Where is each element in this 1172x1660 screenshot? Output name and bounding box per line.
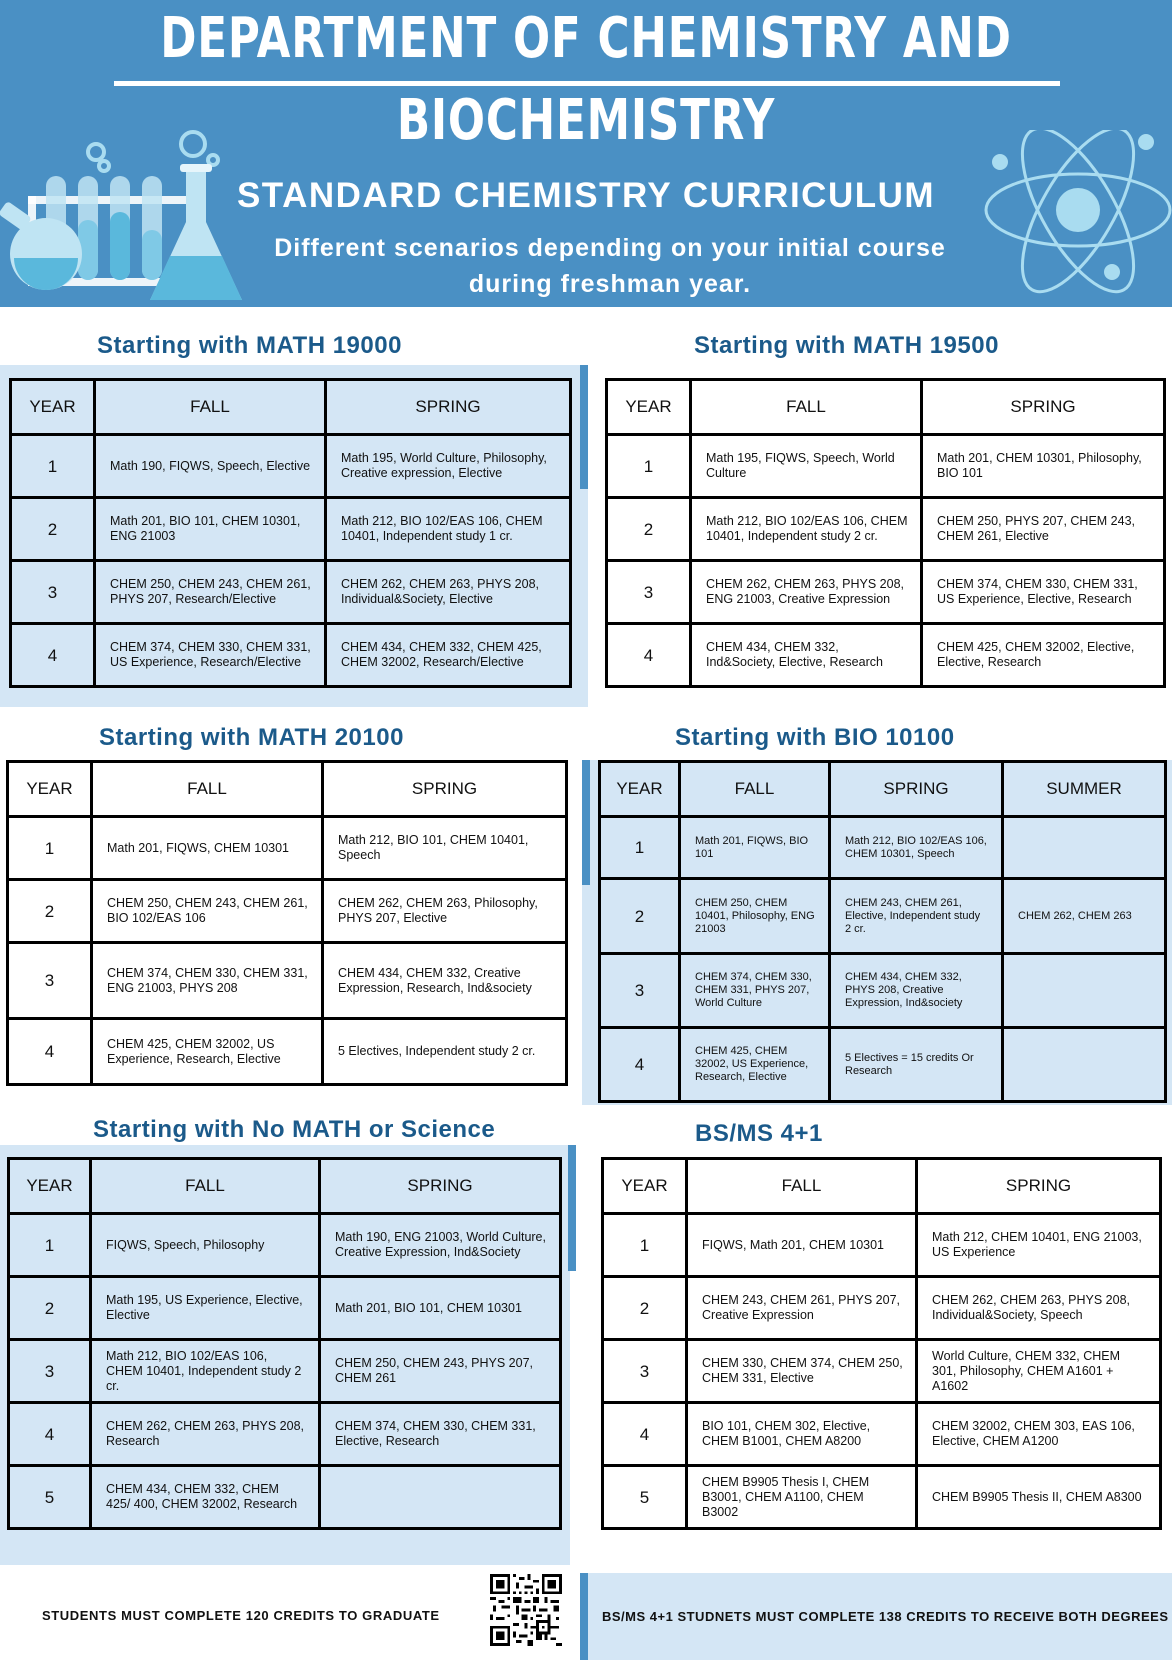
fall-cell: BIO 101, CHEM 302, Elective, CHEM B1001, CHEM A8200	[687, 1403, 917, 1466]
year-cell: 3	[9, 1340, 91, 1403]
section-title-math-19000: Starting with MATH 19000	[97, 332, 402, 359]
section-title-no-math: Starting with No MATH or Science	[93, 1116, 496, 1143]
page-subtitle: STANDARD CHEMISTRY CURRICULUM	[236, 176, 936, 215]
spring-cell: CHEM 374, CHEM 330, CHEM 331, Elective, Research	[320, 1403, 561, 1466]
fall-cell: CHEM 374, CHEM 330, CHEM 331, PHYS 207, World Culture	[680, 954, 830, 1028]
year-cell: 5	[603, 1466, 687, 1529]
section-title-bio-10100: Starting with BIO 10100	[675, 724, 955, 751]
fall-cell: CHEM 262, CHEM 263, PHYS 208, Research	[91, 1403, 320, 1466]
year-cell: 4	[8, 1019, 92, 1085]
spring-cell: 5 Electives = 15 credits Or Research	[830, 1028, 1003, 1102]
lab-glassware-icon	[0, 130, 260, 307]
year-cell: 1	[603, 1214, 687, 1277]
fall-cell: CHEM 434, CHEM 332, Ind&Society, Elective, Research	[691, 624, 922, 687]
table-row	[11, 498, 571, 561]
fall-cell: CHEM 374, CHEM 330, CHEM 331, ENG 21003, PHYS 208	[92, 943, 323, 1019]
section-title-math-20100: Starting with MATH 20100	[99, 724, 404, 751]
summer-cell	[1003, 1028, 1166, 1102]
column-header: SPRING	[326, 380, 571, 435]
table-row	[603, 1340, 1161, 1403]
table-row	[9, 1277, 561, 1340]
table-row	[600, 954, 1166, 1028]
fall-cell: Math 201, BIO 101, CHEM 10301, ENG 21003	[95, 498, 326, 561]
table-row	[603, 1214, 1161, 1277]
footer-accent-bar	[580, 1573, 588, 1660]
summer-cell	[1003, 954, 1166, 1028]
spring-cell: CHEM B9905 Thesis II, CHEM A8300	[917, 1466, 1161, 1529]
column-header: SPRING	[830, 762, 1003, 817]
year-cell: 5	[9, 1466, 91, 1529]
spring-cell: CHEM 243, CHEM 261, Elective, Independent study 2 cr.	[830, 879, 1003, 954]
year-cell: 4	[603, 1403, 687, 1466]
column-header: SPRING	[917, 1159, 1161, 1214]
spring-cell: CHEM 425, CHEM 32002, Elective, Elective, Research	[922, 624, 1165, 687]
year-cell: 3	[603, 1340, 687, 1403]
year-cell: 4	[607, 624, 691, 687]
fall-cell: CHEM 243, CHEM 261, PHYS 207, Creative Expression	[687, 1277, 917, 1340]
year-cell: 1	[607, 435, 691, 498]
page-title-line2: BIOCHEMISTRY	[396, 88, 776, 153]
table-row	[8, 817, 567, 880]
column-header: FALL	[92, 762, 323, 817]
spring-cell: CHEM 262, CHEM 263, PHYS 208, Individual&Society, Speech	[917, 1277, 1161, 1340]
year-cell: 2	[9, 1277, 91, 1340]
panel-accent-bar	[580, 365, 588, 489]
fall-cell: CHEM 250, CHEM 10401, Philosophy, ENG 21003	[680, 879, 830, 954]
year-cell: 1	[9, 1214, 91, 1277]
column-header: YEAR	[9, 1159, 91, 1214]
column-header: SUMMER	[1003, 762, 1166, 817]
curriculum-table-math-19000	[9, 378, 572, 688]
year-cell: 4	[600, 1028, 680, 1102]
curriculum-table-no-math	[7, 1157, 562, 1530]
fall-cell: CHEM 330, CHEM 374, CHEM 250, CHEM 331, Elective	[687, 1340, 917, 1403]
table-row	[9, 1214, 561, 1277]
year-cell: 1	[8, 817, 92, 880]
fall-cell: CHEM 434, CHEM 332, CHEM 425/ 400, CHEM 32002, Research	[91, 1466, 320, 1529]
spring-cell: Math 201, CHEM 10301, Philosophy, BIO 101	[922, 435, 1165, 498]
curriculum-table-bio-10100	[598, 760, 1167, 1103]
table-row	[607, 435, 1165, 498]
spring-cell: Math 212, CHEM 10401, ENG 21003, US Experience	[917, 1214, 1161, 1277]
column-header: SPRING	[320, 1159, 561, 1214]
page-header	[0, 0, 1172, 307]
column-header: SPRING	[323, 762, 567, 817]
year-cell: 3	[600, 954, 680, 1028]
section-title-bsms: BS/MS 4+1	[695, 1120, 823, 1147]
year-cell: 1	[600, 817, 680, 879]
fall-cell: CHEM 425, CHEM 32002, US Experience, Research, Elective	[680, 1028, 830, 1102]
fall-cell: Math 190, FIQWS, Speech, Elective	[95, 435, 326, 498]
column-header: YEAR	[11, 380, 95, 435]
fall-cell: CHEM 250, CHEM 243, CHEM 261, PHYS 207, Research/Elective	[95, 561, 326, 624]
year-cell: 3	[11, 561, 95, 624]
fall-cell: CHEM B9905 Thesis I, CHEM B3001, CHEM A1100, CHEM B3002	[687, 1466, 917, 1529]
section-title-math-19500: Starting with MATH 19500	[694, 332, 999, 359]
summer-cell	[1003, 817, 1166, 879]
table-row	[11, 435, 571, 498]
spring-cell: World Culture, CHEM 332, CHEM 301, Philosophy, CHEM A1601 + A1602	[917, 1340, 1161, 1403]
column-header: FALL	[680, 762, 830, 817]
column-header: YEAR	[607, 380, 691, 435]
column-header: YEAR	[8, 762, 92, 817]
year-cell: 2	[603, 1277, 687, 1340]
table-row	[600, 1028, 1166, 1102]
table-row	[8, 1019, 567, 1085]
spring-cell: CHEM 250, PHYS 207, CHEM 243, CHEM 261, Elective	[922, 498, 1165, 561]
table-row	[9, 1340, 561, 1403]
table-row	[603, 1403, 1161, 1466]
table-row	[9, 1403, 561, 1466]
page-tagline: Different scenarios depending on your initial course during freshman year.	[274, 234, 946, 298]
column-header: FALL	[95, 380, 326, 435]
fall-cell: Math 212, BIO 102/EAS 106, CHEM 10401, Independent study 2 cr.	[91, 1340, 320, 1403]
spring-cell	[320, 1466, 561, 1529]
curriculum-table-math-19500	[605, 378, 1166, 688]
page-title-line1: DEPARTMENT OF CHEMISTRY AND	[160, 6, 1012, 71]
graduation-credits-note: STUDENTS MUST COMPLETE 120 CREDITS TO GRADUATE	[42, 1608, 440, 1623]
spring-cell: Math 212, BIO 102/EAS 106, CHEM 10301, Speech	[830, 817, 1003, 879]
year-cell: 4	[11, 624, 95, 687]
spring-cell: Math 190, ENG 21003, World Culture, Creative Expression, Ind&Society	[320, 1214, 561, 1277]
spring-cell: CHEM 434, CHEM 332, PHYS 208, Creative Expression, Ind&society	[830, 954, 1003, 1028]
fall-cell: CHEM 262, CHEM 263, PHYS 208, ENG 21003, Creative Expression	[691, 561, 922, 624]
table-row	[603, 1466, 1161, 1529]
table-row	[603, 1277, 1161, 1340]
column-header: YEAR	[603, 1159, 687, 1214]
fall-cell: FIQWS, Math 201, CHEM 10301	[687, 1214, 917, 1277]
spring-cell: Math 212, BIO 102/EAS 106, CHEM 10401, Independent study 1 cr.	[326, 498, 571, 561]
column-header: SPRING	[922, 380, 1165, 435]
spring-cell: CHEM 434, CHEM 332, CHEM 425, CHEM 32002, Research/Elective	[326, 624, 571, 687]
curriculum-table-math-20100	[6, 760, 568, 1086]
fall-cell: FIQWS, Speech, Philosophy	[91, 1214, 320, 1277]
year-cell: 2	[607, 498, 691, 561]
table-row	[607, 624, 1165, 687]
spring-cell: CHEM 262, CHEM 263, Philosophy, PHYS 207, Elective	[323, 880, 567, 943]
bsms-credits-note: BS/MS 4+1 STUDNETS MUST COMPLETE 138 CREDITS TO RECEIVE BOTH DEGREES	[602, 1609, 1169, 1624]
fall-cell: CHEM 250, CHEM 243, CHEM 261, BIO 102/EAS 106	[92, 880, 323, 943]
curriculum-table-bsms	[601, 1157, 1162, 1530]
column-header: FALL	[91, 1159, 320, 1214]
spring-cell: 5 Electives, Independent study 2 cr.	[323, 1019, 567, 1085]
year-cell: 3	[607, 561, 691, 624]
table-row	[607, 498, 1165, 561]
fall-cell: Math 201, FIQWS, CHEM 10301	[92, 817, 323, 880]
column-header: FALL	[691, 380, 922, 435]
fall-cell: Math 201, FIQWS, BIO 101	[680, 817, 830, 879]
table-row	[607, 561, 1165, 624]
title-divider	[114, 81, 1060, 86]
spring-cell: Math 201, BIO 101, CHEM 10301	[320, 1277, 561, 1340]
spring-cell: CHEM 434, CHEM 332, Creative Expression, Research, Ind&society	[323, 943, 567, 1019]
table-row	[9, 1466, 561, 1529]
fall-cell: CHEM 425, CHEM 32002, US Experience, Research, Elective	[92, 1019, 323, 1085]
fall-cell: Math 212, BIO 102/EAS 106, CHEM 10401, Independent study 2 cr.	[691, 498, 922, 561]
table-row	[8, 943, 567, 1019]
summer-cell: CHEM 262, CHEM 263	[1003, 879, 1166, 954]
year-cell: 2	[600, 879, 680, 954]
spring-cell: CHEM 374, CHEM 330, CHEM 331, US Experience, Elective, Research	[922, 561, 1165, 624]
spring-cell: Math 212, BIO 101, CHEM 10401, Speech	[323, 817, 567, 880]
qr-code-icon[interactable]	[490, 1574, 562, 1646]
year-cell: 2	[11, 498, 95, 561]
year-cell: 4	[9, 1403, 91, 1466]
fall-cell: Math 195, US Experience, Elective, Elective	[91, 1277, 320, 1340]
spring-cell: CHEM 250, CHEM 243, PHYS 207, CHEM 261	[320, 1340, 561, 1403]
spring-cell: Math 195, World Culture, Philosophy, Creative expression, Elective	[326, 435, 571, 498]
year-cell: 1	[11, 435, 95, 498]
column-header: YEAR	[600, 762, 680, 817]
panel-accent-bar	[568, 1145, 576, 1271]
panel-accent-bar	[582, 760, 590, 885]
atom-icon	[978, 130, 1172, 307]
table-row	[11, 561, 571, 624]
table-row	[8, 880, 567, 943]
year-cell: 3	[8, 943, 92, 1019]
column-header: FALL	[687, 1159, 917, 1214]
year-cell: 2	[8, 880, 92, 943]
spring-cell: CHEM 262, CHEM 263, PHYS 208, Individual&Society, Elective	[326, 561, 571, 624]
table-row	[11, 624, 571, 687]
spring-cell: CHEM 32002, CHEM 303, EAS 106, Elective, CHEM A1200	[917, 1403, 1161, 1466]
fall-cell: CHEM 374, CHEM 330, CHEM 331, US Experience, Research/Elective	[95, 624, 326, 687]
table-row	[600, 879, 1166, 954]
table-row	[600, 817, 1166, 879]
fall-cell: Math 195, FIQWS, Speech, World Culture	[691, 435, 922, 498]
